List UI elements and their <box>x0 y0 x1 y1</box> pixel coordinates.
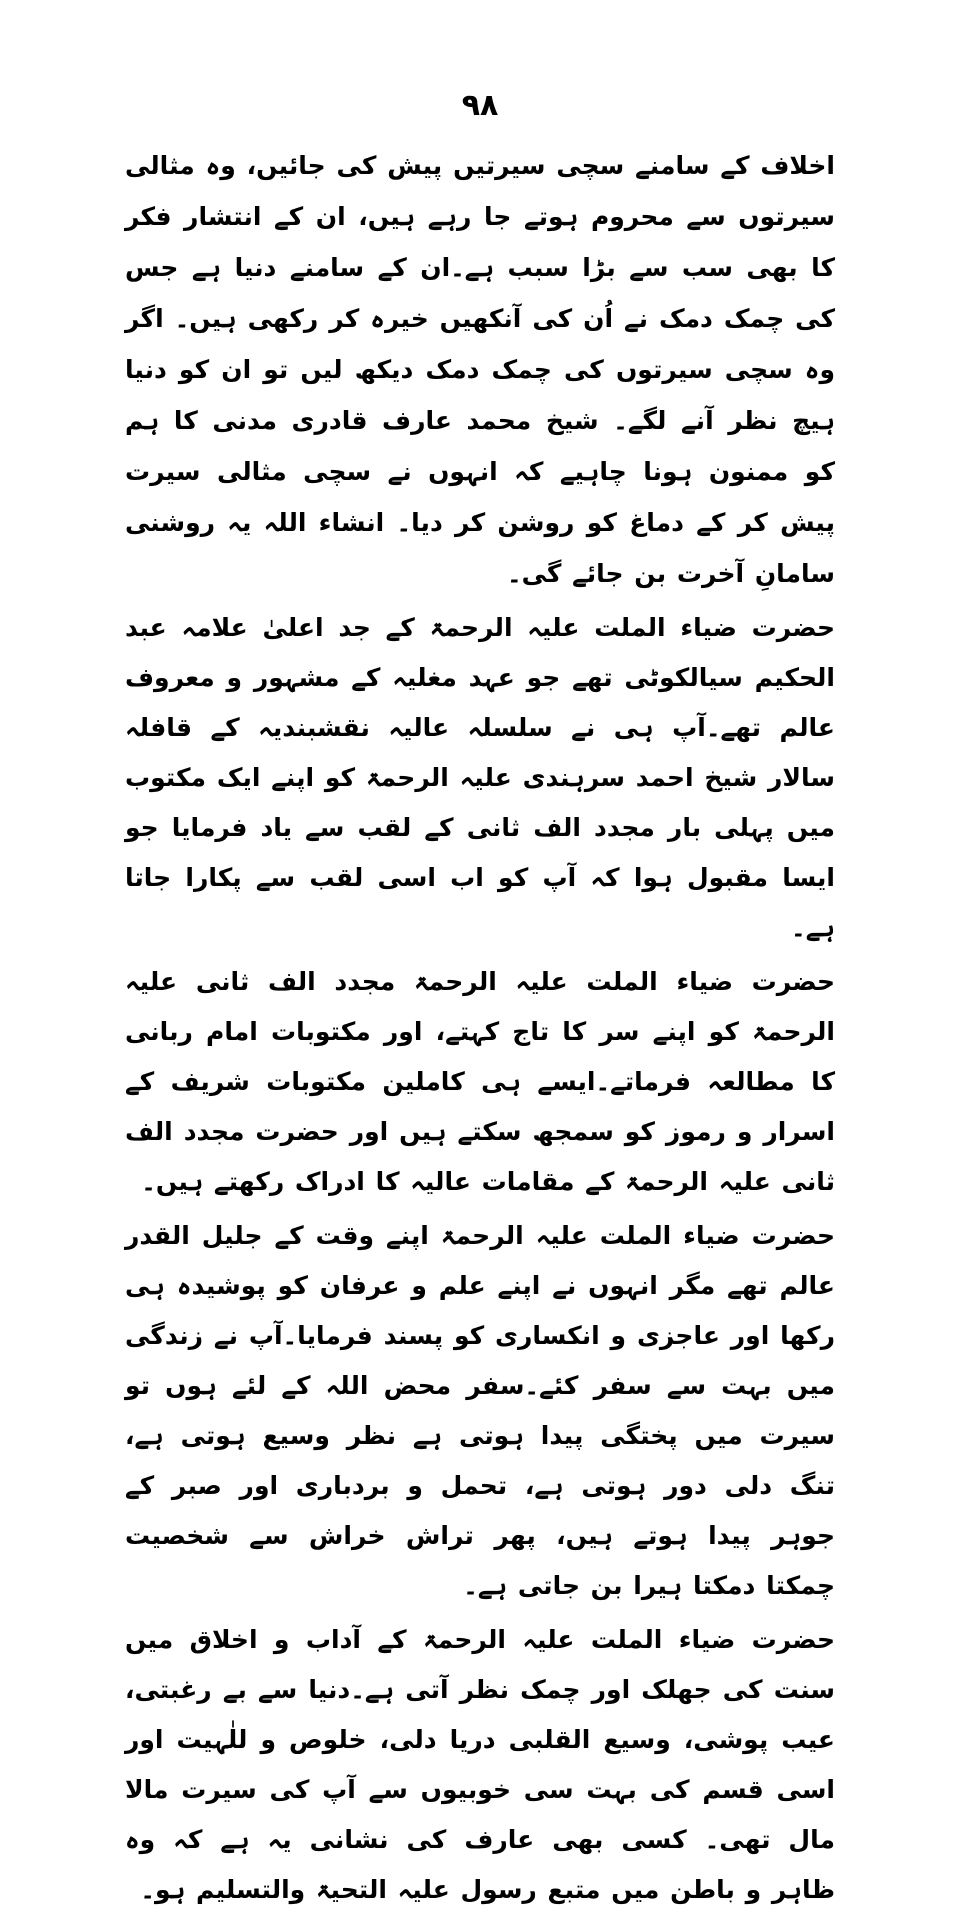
paragraph-manners: حضرت ضیاء الملت علیہ الرحمۃ کے آداب و اخلاق میں سنت کی جھلک اور چمک نظر آتی ہے۔دنیا سے بے رغبتی، عیب پوشی، وسیع القلبی دریا دلی، خلوص و للٰہیت اور اسی قسم کی بہت سی خوبیوں سے آپ کی سیرت مالا مال تھی۔ کسی بھی عارف کی نشانی یہ ہے کہ وہ ظاہر و باطن میں متبع رسول علیہ التحیۃ والتسلیم ہو۔ <box>125 1625 835 1904</box>
paragraph-ancestry: حضرت ضیاء الملت علیہ الرحمۃ کے جد اعلیٰ علامہ عبد الحکیم سیالکوٹی تھے جو عہد مغلیہ کے مشہور و معروف عالم تھے۔آپ ہی نے سلسلہ عالیہ نقشبندیہ کے قافلہ سالار شیخ احمد سرہندی علیہ الرحمۃ کو اپنے ایک مکتوب میں پہلی بار مجدد الف ثانی کے لقب سے یاد فرمایا جو ایسا مقبول ہوا کہ آپ کو اب اسی لقب سے پکارا جاتا ہے۔ <box>125 613 835 942</box>
paragraph-humility-travel: حضرت ضیاء الملت علیہ الرحمۃ اپنے وقت کے جلیل القدر عالم تھے مگر انہوں نے اپنے علم و عرفان کو پوشیدہ ہی رکھا اور عاجزی و انکساری کو پسند فرمایا۔آپ نے زندگی میں بہت سے سفر کئے۔سفر محض اللہ کے لئے ہوں تو سیرت میں پختگی پیدا ہوتی ہے نظر وسیع ہوتی ہے، تنگ دلی دور ہوتی ہے، تحمل و بردباری اور صبر کے جوہر پیدا ہوتے ہیں، پھر تراش خراش سے شخصیت چمکتا دمکتا ہیرا بن جاتی ہے۔ <box>125 1221 835 1600</box>
page-body <box>125 140 835 1919</box>
paragraph-mujaddid: حضرت ضیاء الملت علیہ الرحمۃ مجدد الف ثانی علیہ الرحمۃ کو اپنے سر کا تاج کہتے، اور مکتوبات امام ربانی کا مطالعہ فرماتے۔ایسے ہی کاملین مکتوبات شریف کے اسرار و رموز کو سمجھ سکتے ہیں اور حضرت مجدد الف ثانی علیہ الرحمۃ کے مقامات عالیہ کا ادراک رکھتے ہیں۔ <box>125 967 835 1196</box>
paragraph-intro-continued: اخلاف کے سامنے سچی سیرتیں پیش کی جائیں، وہ مثالی سیرتوں سے محروم ہوتے جا رہے ہیں، ان کے انتشار فکر کا بھی سب سے بڑا سبب ہے۔ان کے سامنے دنیا ہے جس کی چمک دمک نے اُن کی آنکھیں خیرہ کر رکھی ہیں۔ اگر وہ سچی سیرتوں کی چمک دمک دیکھ لیں تو ان کو دنیا ہیچ نظر آنے لگے۔ شیخ محمد عارف قادری مدنی کا ہم کو ممنون ہونا چاہیے کہ انہوں نے سچی مثالی سیرت پیش کر کے دماغ کو روشن کر دیا۔ انشاء اللہ یہ روشنی سامانِ آخرت بن جائے گی۔ <box>125 151 835 588</box>
page-number: ۹۸ <box>461 88 499 123</box>
